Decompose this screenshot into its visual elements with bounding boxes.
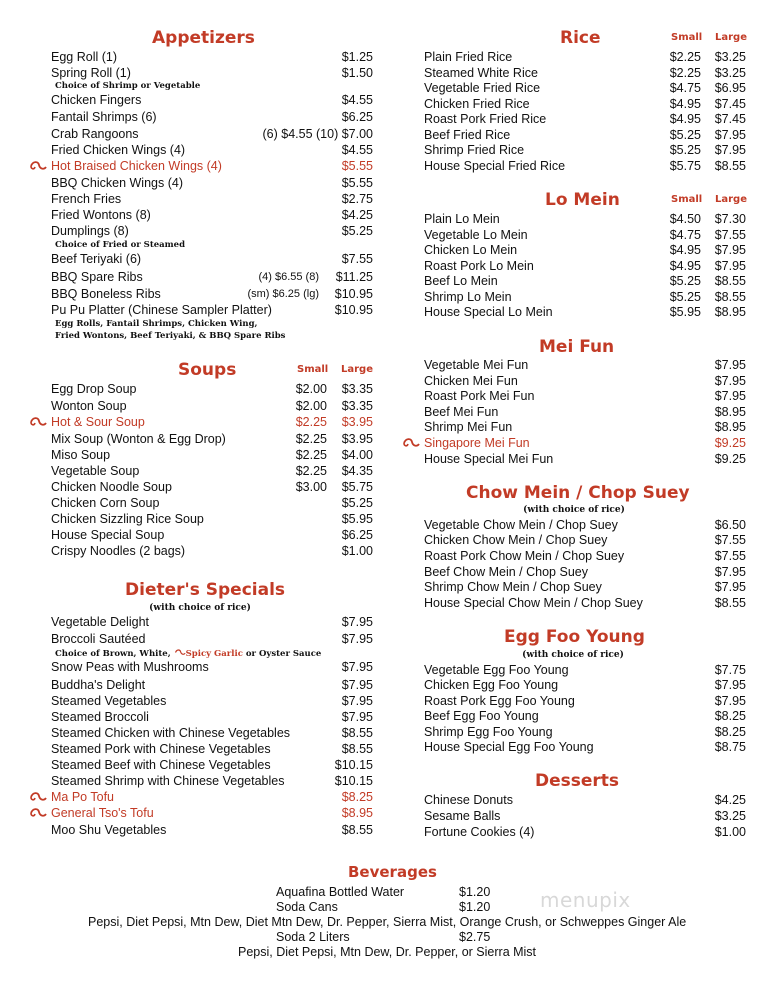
spicy-pepper-icon: [174, 648, 186, 657]
menu-item: Steamed Pork with Chinese Vegetables $8.55: [51, 742, 373, 756]
rice-title: Rice: [560, 28, 601, 48]
dieters-title: Dieter's Specials: [125, 580, 286, 600]
menu-item: Miso Soup $2.25 $4.00: [51, 448, 373, 462]
menu-item: Chicken Corn Soup $5.25: [51, 496, 373, 510]
chowmein-title: Chow Mein / Chop Suey: [466, 483, 690, 503]
menu-item: Beef Teriyaki (6) $7.55: [51, 252, 373, 266]
spicy-pepper-icon: [29, 806, 47, 820]
menu-item: Shrimp Chow Mein / Chop Suey $7.95: [424, 580, 746, 594]
menu-item: Roast Pork Egg Foo Young $7.95: [424, 694, 746, 708]
menu-item: Wonton Soup $2.00 $3.35: [51, 399, 373, 413]
menu-item: Vegetable Delight $7.95: [51, 615, 373, 629]
beverage-price: $1.20: [459, 900, 491, 914]
menu-item: BBQ Boneless Ribs (sm) $6.25 (lg) $10.95: [51, 287, 373, 301]
col-header-small: Small: [671, 32, 703, 43]
beverage-price: $2.75: [459, 930, 491, 944]
item-note: Fried Wontons, Beef Teriyaki, & BBQ Spare Ribs: [55, 331, 286, 341]
col-header-large: Large: [341, 364, 373, 375]
menu-item: House Special Egg Foo Young $8.75: [424, 740, 746, 754]
menu-item: Sesame Balls $3.25: [424, 809, 746, 823]
item-note: Choice of Shrimp or Vegetable: [55, 81, 201, 91]
menu-item: Plain Lo Mein $4.50 $7.30: [424, 212, 746, 226]
menu-item: Broccoli Sautéed $7.95: [51, 632, 373, 646]
menu-item: Crab Rangoons (6) $4.55 (10) $7.00: [51, 127, 373, 141]
menu-item: Beef Lo Mein $5.25 $8.55: [424, 274, 746, 288]
menu-item: Beef Mei Fun $8.95: [424, 405, 746, 419]
spicy-pepper-icon: [29, 415, 47, 429]
menu-item: Roast Pork Mei Fun $7.95: [424, 389, 746, 403]
section-subtitle: (with choice of rice): [522, 650, 624, 660]
appetizers-title: Appetizers: [152, 28, 255, 48]
menu-item: Egg Roll (1) $1.25: [51, 50, 373, 64]
menu-item: BBQ Spare Ribs (4) $6.55 (8) $11.25: [51, 270, 373, 284]
menu-item: Mix Soup (Wonton & Egg Drop) $2.25 $3.95: [51, 432, 373, 446]
menu-item: Fortune Cookies (4) $1.00: [424, 825, 746, 839]
menu-item: Chicken Fried Rice $4.95 $7.45: [424, 97, 746, 111]
menu-item: Chinese Donuts $4.25: [424, 793, 746, 807]
meifun-title: Mei Fun: [539, 337, 615, 357]
beverages-title: Beverages: [348, 863, 437, 881]
col-header-large: Large: [715, 194, 747, 205]
menu-item: Crispy Noodles (2 bags) $1.00: [51, 544, 373, 558]
item-note: Choice of Fried or Steamed: [55, 240, 186, 250]
menu-item: Roast Pork Lo Mein $4.95 $7.95: [424, 259, 746, 273]
menu-item: Steamed Vegetables $7.95: [51, 694, 373, 708]
menu-item: Vegetable Mei Fun $7.95: [424, 358, 746, 372]
menu-item-spicy: Ma Po Tofu $8.25: [51, 789, 373, 805]
menu-item: Chicken Fingers $4.55: [51, 93, 373, 107]
menu-item: BBQ Chicken Wings (4) $5.55: [51, 176, 373, 190]
beverage-options: Pepsi, Diet Pepsi, Mtn Dew, Diet Mtn Dew, Dr. Pepper, Sierra Mist, Orange Crush, or Schweppes Ginger Ale: [88, 915, 687, 929]
beverage-price: $1.20: [459, 885, 491, 899]
menu-item: Fried Chicken Wings (4) $4.55: [51, 143, 373, 157]
menu-item: Beef Fried Rice $5.25 $7.95: [424, 128, 746, 142]
eggfoo-title: Egg Foo Young: [504, 627, 645, 647]
menu-item-spicy: Singapore Mei Fun $9.25: [424, 435, 746, 451]
menu-item: Steamed White Rice $2.25 $3.25: [424, 66, 746, 80]
menu-item: Shrimp Egg Foo Young $8.25: [424, 725, 746, 739]
spicy-pepper-icon: [29, 159, 47, 173]
section-subtitle: (with choice of rice): [523, 505, 625, 515]
menu-item: Fried Wontons (8) $4.25: [51, 208, 373, 222]
menu-item: Roast Pork Fried Rice $4.95 $7.45: [424, 112, 746, 126]
spicy-pepper-icon: [402, 436, 420, 450]
menu-item: Chicken Lo Mein $4.95 $7.95: [424, 243, 746, 257]
lomein-title: Lo Mein: [545, 190, 620, 210]
beverage-options: Pepsi, Diet Pepsi, Mtn Dew, Dr. Pepper, or Sierra Mist: [238, 945, 537, 959]
menu-item: House Special Chow Mein / Chop Suey $8.55: [424, 596, 746, 610]
col-header-large: Large: [715, 32, 747, 43]
menu-item: Steamed Shrimp with Chinese Vegetables $10.15: [51, 774, 373, 788]
desserts-title: Desserts: [535, 771, 620, 791]
menu-item: Vegetable Lo Mein $4.75 $7.55: [424, 228, 746, 242]
menu-item: House Special Fried Rice $5.75 $8.55: [424, 159, 746, 173]
item-note: Egg Rolls, Fantail Shrimps, Chicken Wing,: [55, 319, 258, 329]
menu-item: Chicken Mei Fun $7.95: [424, 374, 746, 388]
beverage-item: Soda 2 Liters: [276, 930, 350, 944]
menu-item: Vegetable Chow Mein / Chop Suey $6.50: [424, 518, 746, 532]
menu-item: Chicken Egg Foo Young $7.95: [424, 678, 746, 692]
menu-item: Dumplings (8) $5.25: [51, 224, 373, 238]
menu-item: French Fries $2.75: [51, 192, 373, 206]
beverage-item: Aquafina Bottled Water: [276, 885, 405, 899]
soups-title: Soups: [178, 360, 237, 380]
menu-item-spicy: Hot Braised Chicken Wings (4) $5.55: [51, 158, 373, 174]
menu-item: House Special Mei Fun $9.25: [424, 452, 746, 466]
menu-item: Vegetable Soup $2.25 $4.35: [51, 464, 373, 478]
menu-item-spicy: General Tso's Tofu $8.95: [51, 805, 373, 821]
menu-item-spicy: Hot & Sour Soup $2.25 $3.95: [51, 414, 373, 430]
menu-item: Roast Pork Chow Mein / Chop Suey $7.55: [424, 549, 746, 563]
watermark: menupix: [540, 888, 631, 912]
menu-item: Vegetable Fried Rice $4.75 $6.95: [424, 81, 746, 95]
menu-item: Chicken Noodle Soup $3.00 $5.75: [51, 480, 373, 494]
menu-item: Vegetable Egg Foo Young $7.75: [424, 663, 746, 677]
menu-item: Pu Pu Platter (Chinese Sampler Platter) $10.95: [51, 303, 373, 317]
menu-item: Snow Peas with Mushrooms $7.95: [51, 660, 373, 674]
menu-item: Chicken Chow Mein / Chop Suey $7.55: [424, 533, 746, 547]
item-note: Choice of Brown, White, Spicy Garlic or Oyster Sauce: [55, 649, 322, 659]
col-header-small: Small: [297, 364, 329, 375]
menu-item: Shrimp Fried Rice $5.25 $7.95: [424, 143, 746, 157]
menu-item: Shrimp Lo Mein $5.25 $8.55: [424, 290, 746, 304]
col-header-small: Small: [671, 194, 703, 205]
menu-item: Shrimp Mei Fun $8.95: [424, 420, 746, 434]
menu-item: Beef Egg Foo Young $8.25: [424, 709, 746, 723]
menu-item: House Special Soup $6.25: [51, 528, 373, 542]
menu-item: Steamed Chicken with Chinese Vegetables $8.55: [51, 726, 373, 740]
menu-item: Moo Shu Vegetables $8.55: [51, 823, 373, 837]
menu-item: Buddha's Delight $7.95: [51, 678, 373, 692]
menu-item: Chicken Sizzling Rice Soup $5.95: [51, 512, 373, 526]
menu-item: Steamed Beef with Chinese Vegetables $10.15: [51, 758, 373, 772]
menu-item: Spring Roll (1) $1.50: [51, 66, 373, 80]
menu-item: Egg Drop Soup $2.00 $3.35: [51, 382, 373, 396]
menu-item: Plain Fried Rice $2.25 $3.25: [424, 50, 746, 64]
section-subtitle: (with choice of rice): [149, 603, 251, 613]
menu-item: House Special Lo Mein $5.95 $8.95: [424, 305, 746, 319]
spicy-pepper-icon: [29, 790, 47, 804]
beverage-item: Soda Cans: [276, 900, 338, 914]
menu-item: Beef Chow Mein / Chop Suey $7.95: [424, 565, 746, 579]
menu-item: Steamed Broccoli $7.95: [51, 710, 373, 724]
menu-item: Fantail Shrimps (6) $6.25: [51, 110, 373, 124]
